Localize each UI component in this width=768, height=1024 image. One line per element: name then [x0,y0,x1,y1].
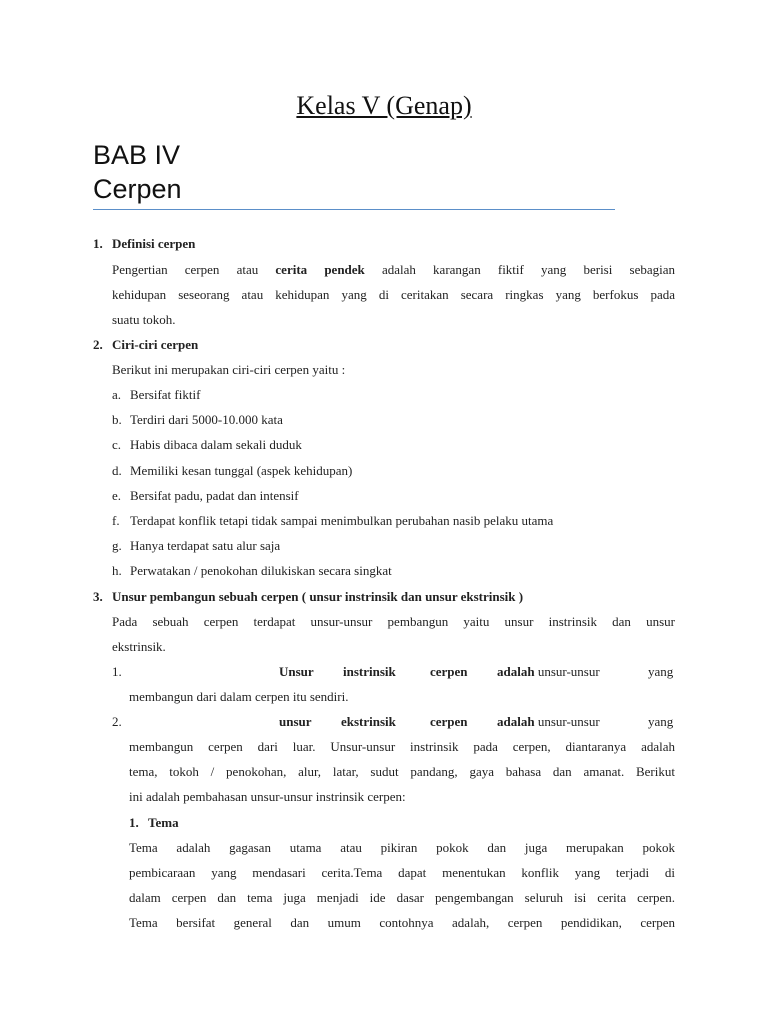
term-word: cerpen [430,714,468,729]
section-heading: Definisi cerpen [112,236,196,251]
list-item: Habis dibaca dalam sekali duduk [130,437,302,452]
list-item: Perwatakan / penokohan dilukiskan secara singkat [130,563,392,578]
subsection-number: 1. [129,815,139,830]
term-word: unsur [279,714,312,729]
definition-start: adalah unsur-unsur [497,714,600,729]
term-word: cerpen [430,664,468,679]
document-title: Kelas V (Genap) [296,91,472,120]
paragraph-line: membangun dari dalam cerpen itu sendiri. [129,689,349,704]
subsection-heading: Tema [148,815,179,830]
list-marker: h. [112,563,122,578]
list-item: Memiliki kesan tunggal (aspek kehidupan) [130,463,353,478]
list-item: Terdiri dari 5000-10.000 kata [130,412,283,427]
paragraph-line: Pada sebuah cerpen terdapat unsur-unsur pembangun yaitu unsur instrinsik dan unsur [112,614,675,629]
paragraph-line: pembicaraan yang mendasari cerita.Tema dapat menentukan konflik yang terjadi di [129,865,675,880]
list-marker: b. [112,412,122,427]
subitem-number: 2. [112,714,122,729]
list-marker: d. [112,463,122,478]
paragraph-line: Berikut ini merupakan ciri-ciri cerpen yaitu : [112,362,346,377]
chapter-title: Cerpen [93,174,182,204]
list-marker: f. [112,513,120,528]
subitem-number: 1. [112,664,122,679]
definition-word: yang [648,664,674,679]
definition-start: adalah unsur-unsur [497,664,600,679]
paragraph-line: dalam cerpen dan tema juga menjadi ide dasar pengembangan seluruh isi cerita cerpen. [129,890,675,905]
chapter-underline [93,209,615,210]
term-word: instrinsik [343,664,396,679]
section-heading: Ciri-ciri cerpen [112,337,199,352]
chapter-heading [93,138,182,206]
paragraph-line: Pengertian cerpen atau cerita pendek adalah karangan fiktif yang berisi sebagian [112,262,676,277]
list-item: Bersifat padu, padat dan intensif [130,488,299,503]
paragraph-line: Tema bersifat general dan umum contohnya adalah, cerpen pendidikan, cerpen [129,915,675,930]
term-word: Unsur [279,664,314,679]
definition-word: yang [648,714,674,729]
section-heading: Unsur pembangun sebuah cerpen ( unsur instrinsik dan unsur ekstrinsik ) [112,589,524,604]
list-marker: a. [112,387,122,402]
paragraph-line: ini adalah pembahasan unsur-unsur instrinsik cerpen: [129,789,406,804]
list-item: Bersifat fiktif [130,387,201,402]
term-word: ekstrinsik [341,714,396,729]
paragraph-line: membangun cerpen dari luar. Unsur-unsur instrinsik pada cerpen, diantaranya adalah [129,739,675,754]
paragraph-line: ekstrinsik. [112,639,166,654]
paragraph-line: tema, tokoh / penokohan, alur, latar, sudut pandang, gaya bahasa dan amanat. Berikut [129,764,675,779]
paragraph-line: suatu tokoh. [112,312,176,327]
paragraph-line: Tema adalah gagasan utama atau pikiran pokok dan juga merupakan pokok [129,840,675,855]
section-number: 3. [93,589,103,604]
list-item: Terdapat konflik tetapi tidak sampai menimbulkan perubahan nasib pelaku utama [130,513,554,528]
chapter-number: BAB IV [93,140,181,170]
list-marker: e. [112,488,122,503]
paragraph-line: kehidupan seseorang atau kehidupan yang di ceritakan secara ringkas yang berfokus pada [112,287,675,302]
section-number: 2. [93,337,103,352]
list-marker: c. [112,437,122,452]
section-number: 1. [93,236,103,251]
list-item: Hanya terdapat satu alur saja [130,538,281,553]
list-marker: g. [112,538,122,553]
